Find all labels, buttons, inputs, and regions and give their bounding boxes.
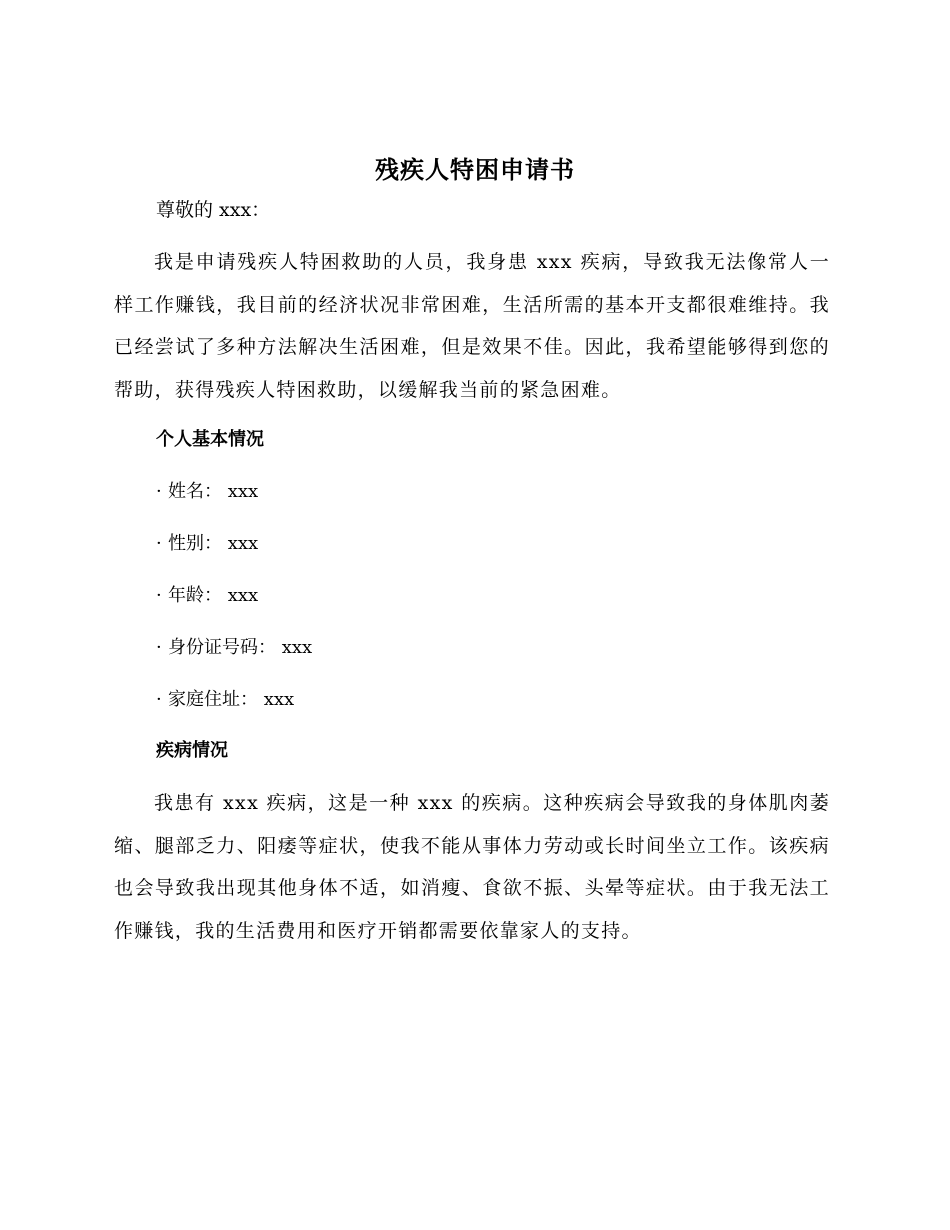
list-item xyxy=(156,530,258,558)
list-item-text: 身份证号码： xxx xyxy=(168,637,313,658)
bullet-icon: · xyxy=(156,637,162,658)
bullet-icon: · xyxy=(156,481,162,502)
intro-paragraph: 我是申请残疾人特困救助的人员，我身患 xxx 疾病，导致我无法像常人一样工作赚钱，我目前的经济状况非常困难，生活所需的基本开支都很难维持。我已经尝试了多种方法解决生活困难，但是效果不佳。因此，我希望能够得到您的帮助，获得残疾人特困救助，以缓解我当前的紧急困难。 xyxy=(114,251,830,402)
list-item-text: 姓名： xxx xyxy=(168,481,259,502)
list-item-text: 性别： xxx xyxy=(168,533,259,554)
section-heading-personal: 个人基本情况 xyxy=(156,429,264,450)
list-item-text: 家庭住址： xxx xyxy=(168,689,295,710)
illness-paragraph: 我患有 xxx 疾病，这是一种 xxx 的疾病。这种疾病会导致我的身体肌肉萎缩、腿部乏力、阳痿等症状，使我不能从事体力劳动或长时间坐立工作。该疾病也会导致我出现其他身体不适，如消瘦、食欲不振、头晕等症状。由于我无法工作赚钱，我的生活费用和医疗开销都需要依靠家人的支持。 xyxy=(114,792,830,943)
list-item xyxy=(156,478,258,506)
list-item xyxy=(156,686,294,714)
list-item xyxy=(156,634,312,662)
list-item xyxy=(156,582,258,610)
bullet-icon: · xyxy=(156,533,162,554)
list-item-text: 年龄： xxx xyxy=(168,585,259,606)
salutation: 尊敬的 xxx： xyxy=(156,199,271,221)
section-heading-illness: 疾病情况 xyxy=(156,740,228,761)
bullet-icon: · xyxy=(156,689,162,710)
document-title: 残疾人特困申请书 xyxy=(375,156,575,184)
bullet-icon: · xyxy=(156,585,162,606)
